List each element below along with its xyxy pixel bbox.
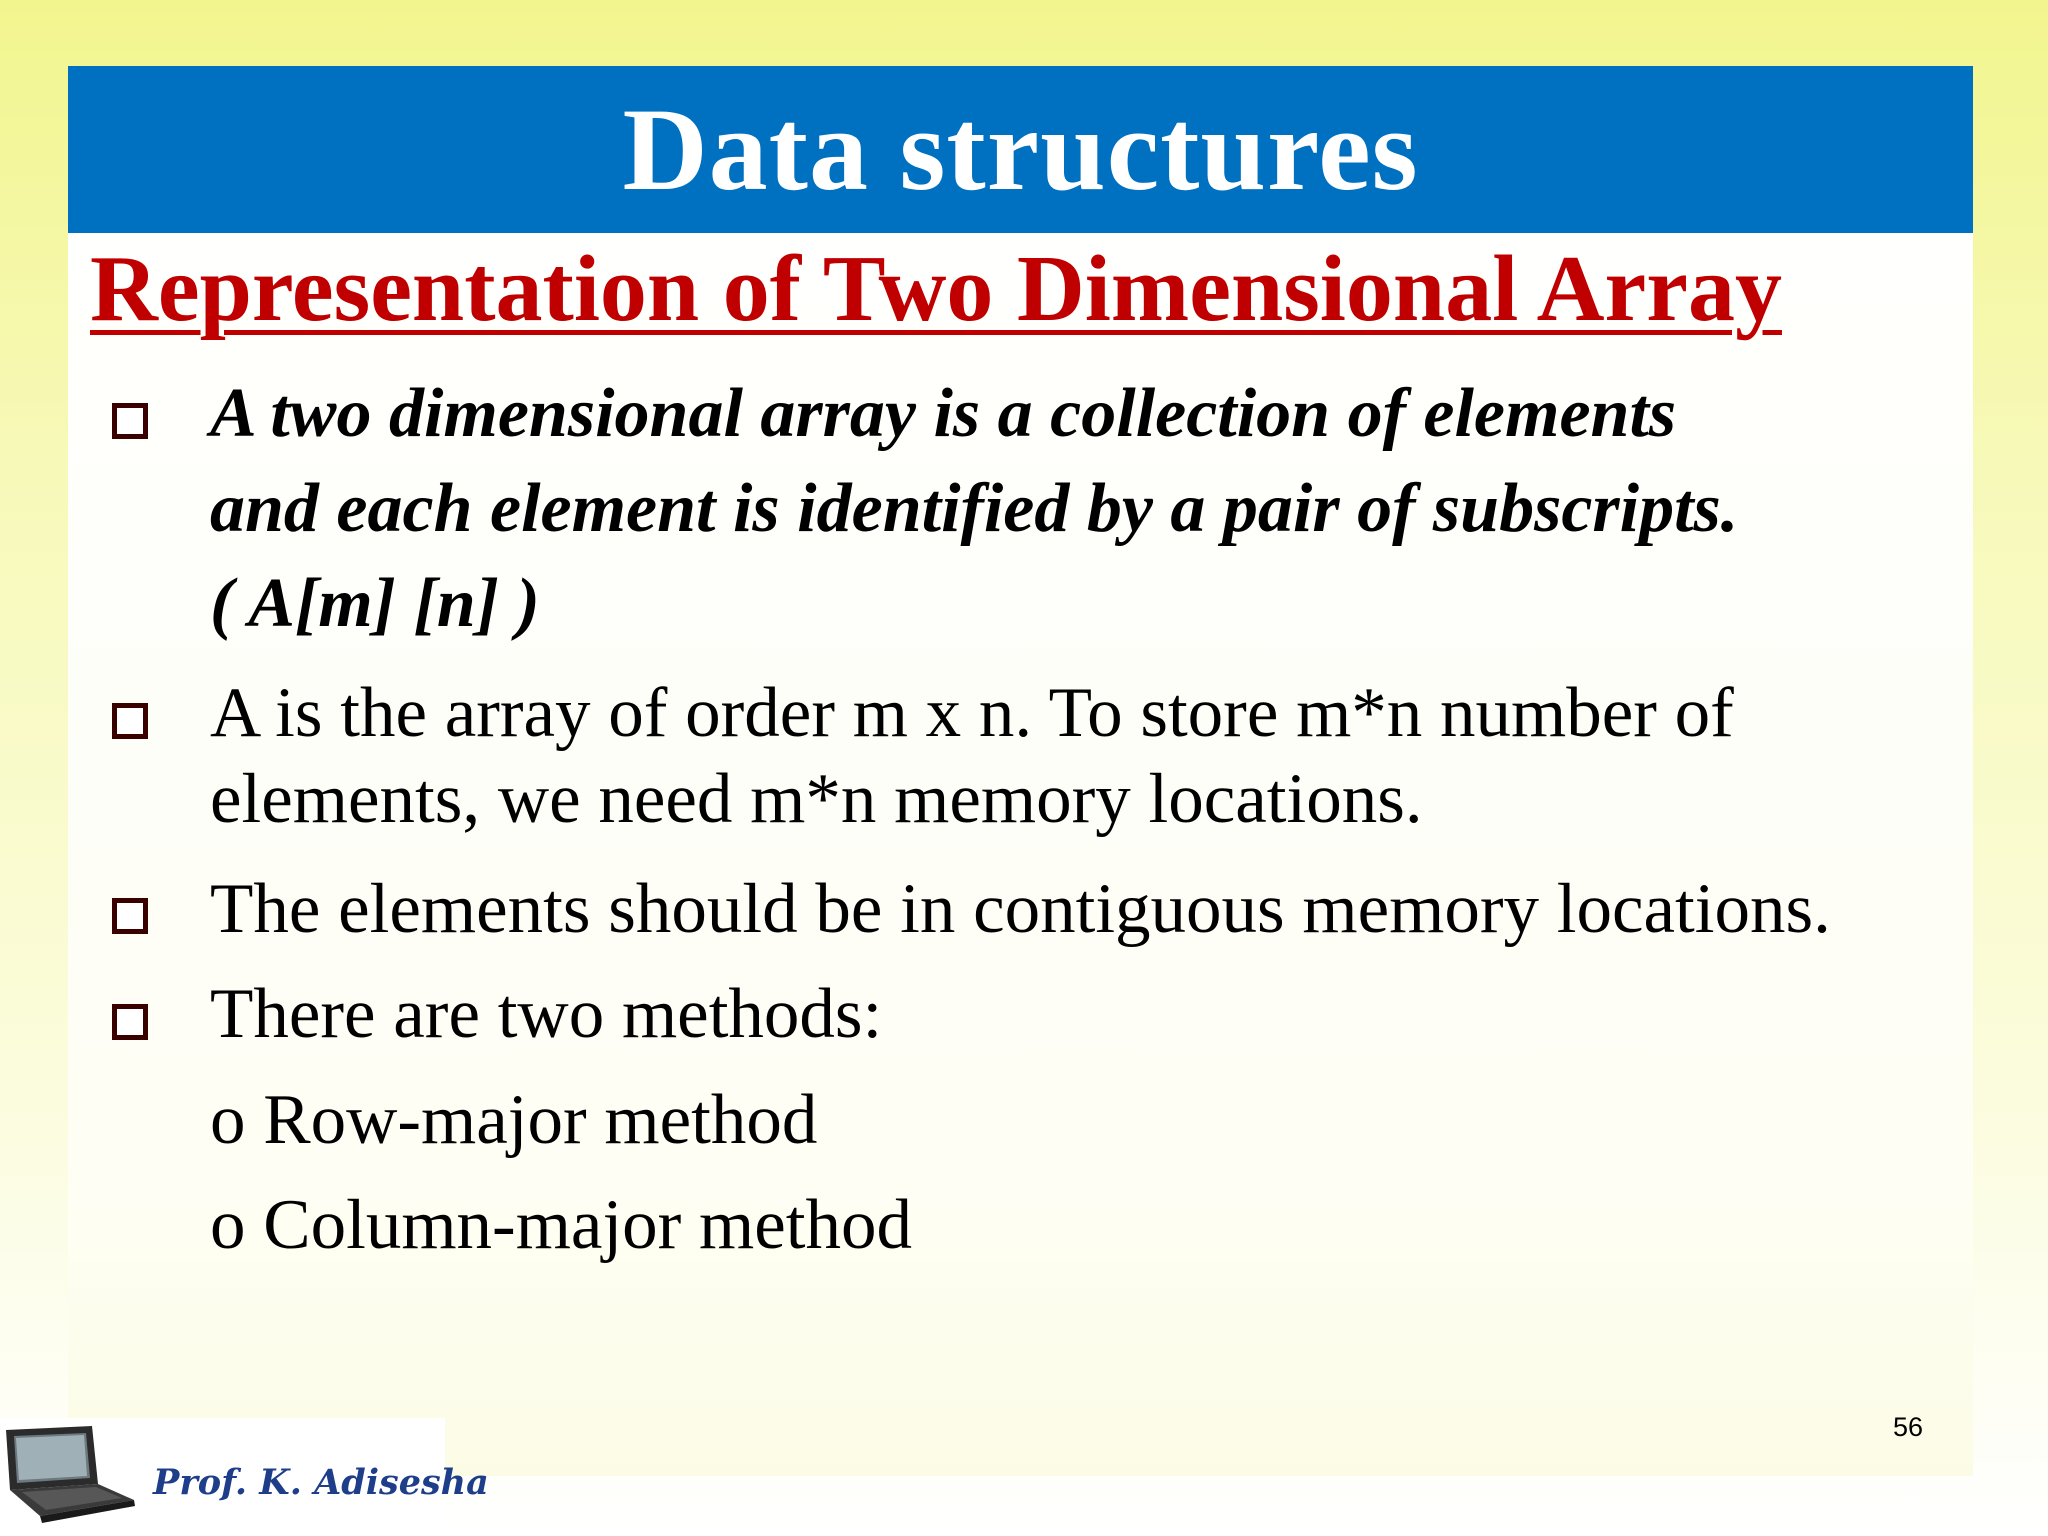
title-bar <box>68 66 1973 233</box>
bullet-1-line-3: ( A[m] [n] ) <box>210 565 540 642</box>
bullet-text-4 <box>210 971 1970 1057</box>
page-number: 56 <box>1893 1412 1924 1442</box>
sub-item-column-major: o Column-major method <box>210 1186 913 1264</box>
bullet-square-icon <box>112 703 148 739</box>
bullet-text-3 <box>210 866 1970 952</box>
footer-logo <box>0 1418 489 1536</box>
slide-title: Data structures <box>622 83 1419 215</box>
laptop-icon <box>0 1426 140 1526</box>
sub-item-row-major: o Row-major method <box>210 1081 818 1159</box>
author-name: Prof. K. Adisesha <box>153 1462 489 1503</box>
bullet-square-icon <box>112 1004 148 1040</box>
bullet-2-line-1: A is the array of order m x n. To store m*n number of <box>210 674 1734 752</box>
slide-subtitle: Representation of Two Dimensional Array <box>90 237 1782 341</box>
bullet-square-icon <box>112 898 148 934</box>
bullet-2-line-2: elements, we need m*n memory locations. <box>210 760 1423 838</box>
bullet-3-line-1: The elements should be in contiguous memory locations. <box>210 870 1831 948</box>
bullet-1-line-1: A two dimensional array is a collection of elements <box>210 375 1677 452</box>
bullet-1-line-2: and each element is identified by a pair of subscripts. <box>210 470 1739 547</box>
bullet-text-2 <box>210 670 1970 842</box>
bullet-square-icon <box>112 403 148 439</box>
bullet-4-line-1: There are two methods: <box>210 975 883 1053</box>
bullet-text-1 <box>210 366 1970 651</box>
